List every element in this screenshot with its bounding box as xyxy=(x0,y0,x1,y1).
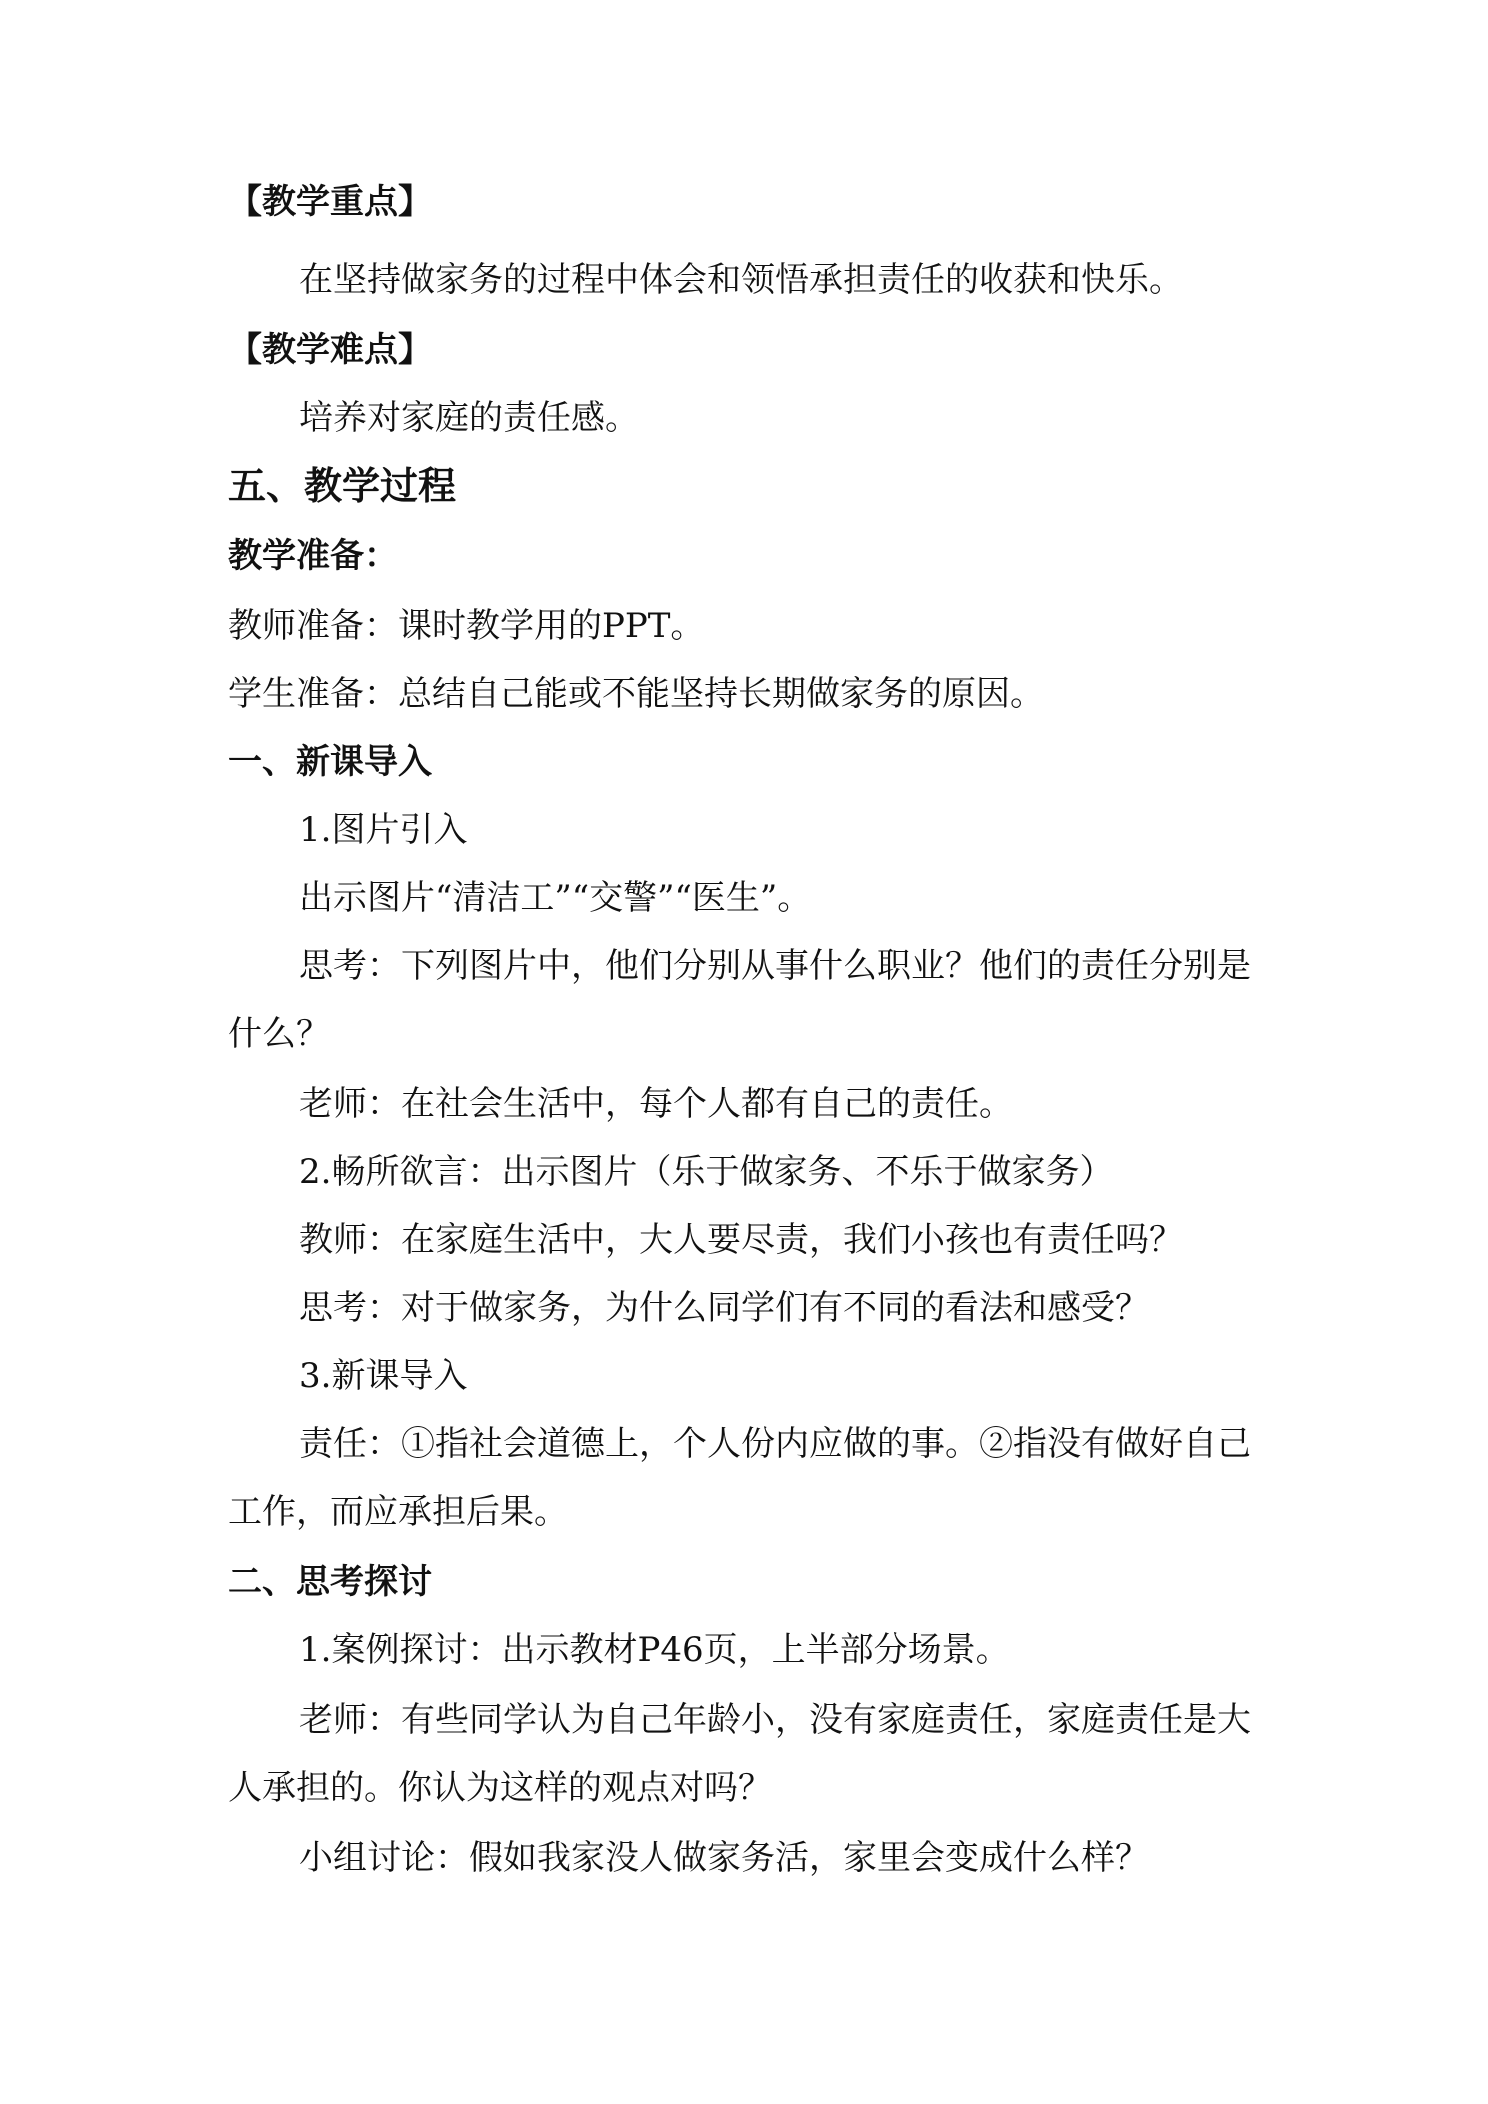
paragraph-teacher-3-cont: 人承担的。你认为这样的观点对吗？ xyxy=(228,1768,772,1808)
list-item-case-study: 1.案例探讨：出示教材P46页，上半部分场景。 xyxy=(299,1630,1010,1670)
list-item-new-lesson: 3.新课导入 xyxy=(299,1356,468,1396)
paragraph-think-1: 思考：下列图片中，他们分别从事什么职业？他们的责任分别是 xyxy=(299,946,1251,986)
section-heading-process: 五、教学过程 xyxy=(228,464,457,508)
paragraph-key-points: 在坚持做家务的过程中体会和领悟承担责任的收获和快乐。 xyxy=(299,260,1183,300)
paragraph-group-discussion: 小组讨论：假如我家没人做家务活，家里会变成什么样？ xyxy=(299,1838,1149,1878)
section-heading-discussion: 二、思考探讨 xyxy=(228,1562,432,1602)
list-item-free-talk: 2.畅所欲言：出示图片（乐于做家务、不乐于做家务） xyxy=(299,1152,1114,1192)
paragraph-teacher-prep: 教师准备：课时教学用的PPT。 xyxy=(228,606,705,646)
section-heading-difficulties: 【教学难点】 xyxy=(228,330,432,370)
section-heading-intro: 一、新课导入 xyxy=(228,742,432,782)
paragraph-responsibility-cont: 工作，而应承担后果。 xyxy=(228,1492,568,1532)
paragraph-responsibility: 责任：①指社会道德上，个人份内应做的事。②指没有做好自己 xyxy=(299,1424,1251,1464)
subheading-preparation: 教学准备： xyxy=(228,536,398,576)
paragraph-student-prep: 学生准备：总结自己能或不能坚持长期做家务的原因。 xyxy=(228,674,1044,714)
paragraph-think-1-cont: 什么？ xyxy=(228,1014,330,1054)
paragraph-teacher-2: 教师：在家庭生活中，大人要尽责，我们小孩也有责任吗？ xyxy=(299,1220,1183,1260)
paragraph-show-pictures: 出示图片“清洁工”“交警”“医生”。 xyxy=(299,878,812,918)
paragraph-teacher-1: 老师：在社会生活中，每个人都有自己的责任。 xyxy=(299,1084,1013,1124)
list-item-picture-intro: 1.图片引入 xyxy=(299,810,468,850)
section-heading-key-points: 【教学重点】 xyxy=(228,182,432,222)
paragraph-think-2: 思考：对于做家务，为什么同学们有不同的看法和感受？ xyxy=(299,1288,1149,1328)
paragraph-teacher-3: 老师：有些同学认为自己年龄小，没有家庭责任，家庭责任是大 xyxy=(299,1700,1251,1740)
paragraph-difficulties: 培养对家庭的责任感。 xyxy=(299,398,639,438)
